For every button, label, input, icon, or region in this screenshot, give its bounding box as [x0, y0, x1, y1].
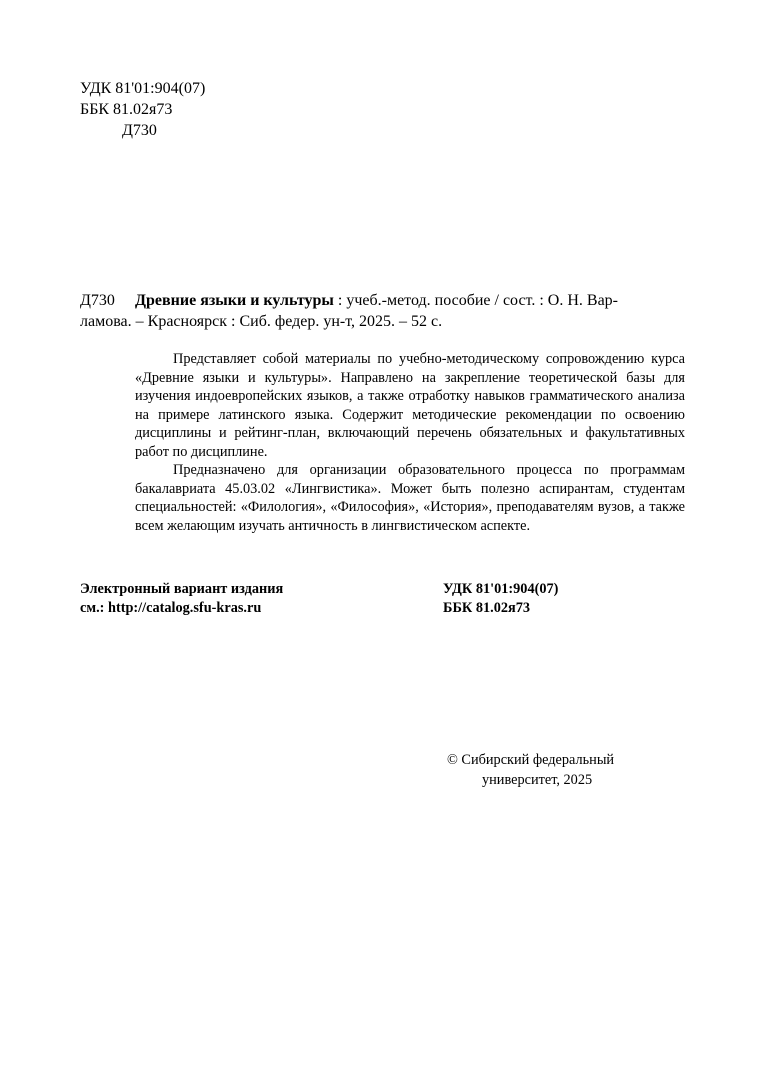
- bibliographic-entry: [80, 290, 686, 332]
- copyright-notice: [447, 750, 614, 790]
- annotation-paragraph-1: Представляет собой материалы по учебно-методическому сопровождению курса «Древние языки и культуры». Направлено на закрепление теоретической базы для изучения индоевропейских языков, а также отработку навыков грамматического анализа на примере латинского языка. Содержит методические рекомендации по освоению дисциплины и рейтинг-план, включающий перечень обязательных и факультативных работ по дисциплине.: [135, 351, 685, 460]
- udk-code-bottom: УДК 81'01:904(07): [443, 581, 559, 597]
- copyright-line-2: университет, 2025: [482, 772, 593, 788]
- author-mark: Д730: [122, 122, 157, 139]
- catalog-link: см.: http://catalog.sfu-kras.ru: [80, 599, 262, 616]
- udk-code: УДК 81'01:904(07): [80, 80, 206, 97]
- entry-desc-line1: : учеб.-метод. пособие / сост. : О. Н. Вар-: [333, 292, 618, 309]
- bbk-code: ББК 81.02я73: [80, 101, 173, 118]
- entry-author-mark: Д730: [80, 292, 115, 309]
- copyright-line-1: © Сибирский федеральный: [447, 752, 615, 768]
- annotation-paragraph-2: Предназначено для организации образовательного процесса по программам бакалавриата 45.03.02 «Лингвистика». Может быть полезно аспирантам, студентам специальностей: «Филология», «Философия», «История», преподавателям вузов, а также всем желающим изучать античность в лингвистическом аспекте.: [135, 462, 685, 534]
- classification-codes-top: [80, 78, 205, 141]
- annotation: [135, 350, 685, 535]
- book-title: Древние языки и культуры: [135, 292, 334, 309]
- bbk-code-bottom: ББК 81.02я73: [443, 599, 531, 616]
- entry-desc-line2: ламова. – Красноярск : Сиб. федер. ун-т, 2025. – 52 с.: [80, 313, 443, 330]
- classification-codes-bottom: [443, 580, 558, 617]
- electronic-version-line: Электронный вариант издания: [80, 581, 284, 597]
- electronic-version-note: [80, 580, 283, 617]
- entry-description: [135, 290, 686, 311]
